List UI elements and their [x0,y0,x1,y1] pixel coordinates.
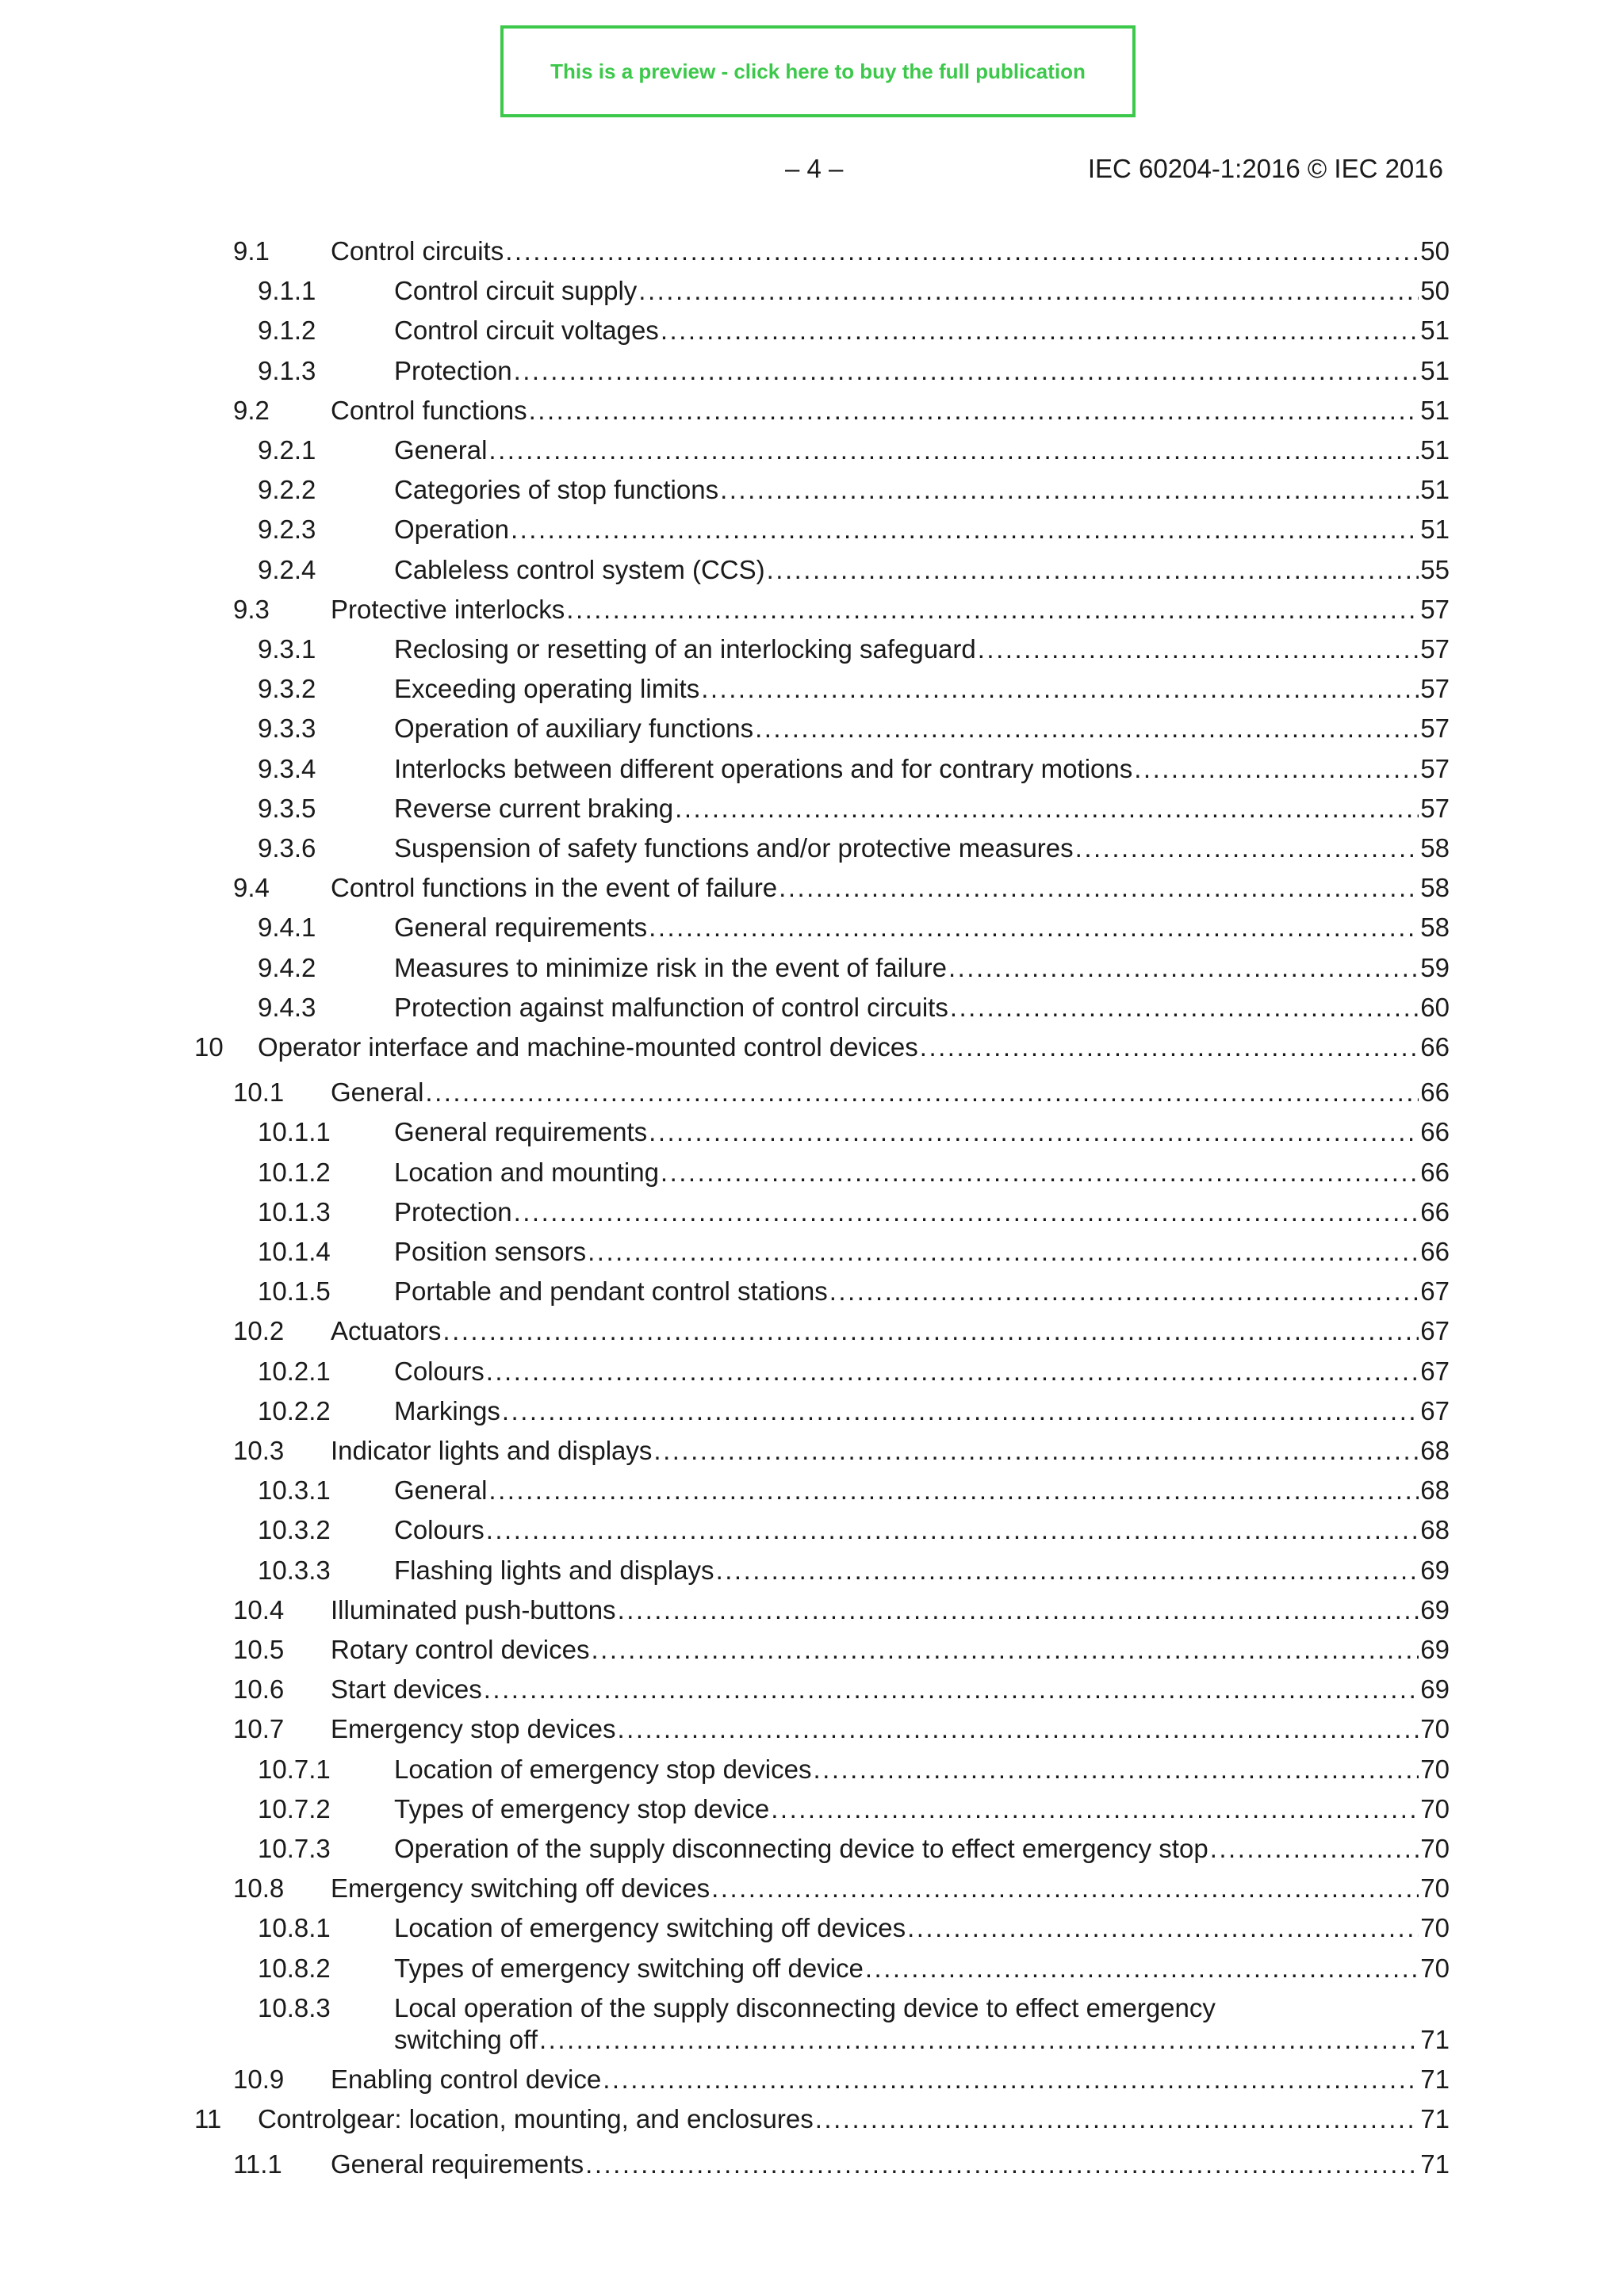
toc-entry-title: General requirements [394,913,648,942]
toc-entry-title: Reclosing or resetting of an interlocking safeguard [394,634,976,664]
dot-leader [950,988,1419,1027]
toc-entry-title: Control functions [331,396,527,425]
toc-entry[interactable] [0,1829,1624,1869]
toc-entry-title: Emergency switching off devices [331,1873,710,1903]
dot-leader [488,1471,1419,1510]
toc-entry-number: 10.7.3 [258,1834,331,1863]
toc-entry-title: Operation of the supply disconnecting device to effect emergency stop [394,1834,1208,1863]
toc-entry-number: 10.7.2 [258,1794,331,1823]
toc-entry-page: 51 [1420,316,1450,345]
dot-leader [1075,828,1419,868]
toc-entry-page: 70 [1420,1834,1450,1863]
toc-entry-title: Start devices [331,1674,482,1704]
toc-entry-title: General [331,1077,424,1107]
toc-entry-title: Controlgear: location, mounting, and enclosures [258,2104,814,2133]
toc-entry[interactable] [0,2060,1624,2099]
dot-leader [1210,1829,1419,1869]
toc-entry-page: 71 [1420,2149,1450,2179]
toc-entry-number: 9.3 [233,595,270,624]
toc-entry-number: 9.3.2 [258,674,316,703]
toc-entry[interactable] [0,1988,1624,2060]
toc-entry-title: Protection against malfunction of control circuits [394,993,948,1022]
toc-entry-number: 10.1.4 [258,1237,331,1266]
toc-entry-page: 57 [1420,714,1450,743]
toc-entry[interactable] [0,749,1624,789]
dot-leader [529,391,1419,430]
dot-leader [638,271,1419,311]
toc-entry-page: 58 [1420,913,1450,942]
dot-leader [720,470,1419,510]
dot-leader [502,1391,1419,1431]
dot-leader [566,590,1419,629]
toc-entry-page: 70 [1420,1755,1450,1784]
toc-entry-title: General requirements [331,2149,584,2179]
toc-entry-title: General requirements [394,1117,648,1146]
dot-leader [865,1949,1419,1988]
toc-entry-title: Control functions in the event of failure [331,873,778,902]
toc-entry-page: 66 [1420,1237,1450,1266]
toc-entry[interactable] [0,948,1624,988]
toc-entry-title: Location of emergency stop devices [394,1755,812,1784]
document-reference: IEC 60204-1:2016 © IEC 2016 [1087,154,1443,183]
toc-entry-page: 57 [1420,595,1450,624]
toc-entry-title-continued: switching off [394,2025,538,2054]
page-number: – 4 – [785,154,844,183]
toc-entry-page: 71 [1420,2104,1450,2133]
dot-leader [488,430,1419,470]
toc-entry-number: 9.3.3 [258,714,316,743]
toc-entry-title: Emergency stop devices [331,1714,616,1743]
toc-entry-title: Reverse current braking [394,794,674,823]
dot-leader [978,629,1419,669]
toc-entry[interactable] [0,510,1624,549]
toc-entry-number: 9.2.2 [258,475,316,504]
toc-entry-title: Control circuit voltages [394,316,659,345]
toc-entry-number: 11 [194,2104,222,2133]
toc-entry[interactable] [0,1311,1624,1351]
dot-leader [661,311,1419,350]
toc-entry-page: 70 [1420,1714,1450,1743]
dot-leader [755,709,1419,748]
toc-entry[interactable] [0,590,1624,629]
toc-entry-title: General [394,1475,488,1505]
dot-leader [661,1153,1419,1192]
toc-entry-number: 10.2 [233,1316,285,1345]
toc-entry-number: 10.1.3 [258,1197,331,1226]
toc-entry-page: 57 [1420,634,1450,664]
toc-entry[interactable] [0,2099,1624,2139]
toc-entry-number: 10.3.3 [258,1556,331,1585]
toc-entry-title: Protection [394,1197,512,1226]
dot-leader [716,1551,1419,1590]
toc-entry-title: Control circuits [331,236,504,266]
toc-entry-page: 68 [1420,1515,1450,1544]
toc-entry-number: 10.1.5 [258,1276,331,1306]
buy-full-publication-link[interactable]: This is a preview - click here to buy the full publication [500,25,1136,117]
toc-entry-title: Control circuit supply [394,276,638,305]
toc-entry-page: 57 [1420,794,1450,823]
toc-entry-title: Operation [394,515,509,544]
toc-entry[interactable] [0,1670,1624,1709]
toc-entry[interactable] [0,430,1624,470]
toc-entry-page: 51 [1420,515,1450,544]
toc-entry-page: 68 [1420,1436,1450,1465]
toc-entry[interactable] [0,2145,1624,2184]
toc-entry[interactable] [0,1192,1624,1232]
dot-leader [701,669,1419,709]
toc-entry-title: Colours [394,1357,485,1386]
dot-leader [618,1709,1419,1749]
toc-entry-title: Position sensors [394,1237,587,1266]
dot-leader [591,1630,1419,1670]
toc-entry-title: Operator interface and machine-mounted control devices [258,1032,918,1062]
dot-leader [539,2024,1419,2056]
toc-entry-number: 9.3.6 [258,833,316,863]
toc-entry-page: 67 [1420,1276,1450,1306]
dot-leader [829,1272,1419,1311]
dot-leader [649,908,1419,947]
toc-entry-title: Colours [394,1515,485,1544]
toc-entry-number: 10.9 [233,2064,285,2094]
dot-leader [920,1027,1419,1067]
toc-entry-number: 10.3.1 [258,1475,331,1505]
toc-entry-page: 50 [1420,236,1450,266]
dot-leader [907,1908,1419,1948]
dot-leader [588,1232,1419,1272]
toc-entry-page: 67 [1420,1316,1450,1345]
toc-entry-page: 66 [1420,1158,1450,1187]
toc-entry-number: 10.3 [233,1436,285,1465]
toc-entry[interactable] [0,1510,1624,1550]
toc-entry-title: Types of emergency stop device [394,1794,770,1823]
dot-leader [815,2099,1419,2139]
toc-entry-title: General [394,435,488,465]
toc-entry-number: 11.1 [233,2149,282,2179]
toc-entry-title: Rotary control devices [331,1635,590,1664]
toc-entry-number: 10.8 [233,1873,285,1903]
toc-entry-page: 57 [1420,754,1450,783]
toc-entry[interactable] [0,1471,1624,1510]
toc-entry-page: 51 [1420,396,1450,425]
toc-entry-number: 10.5 [233,1635,285,1664]
toc-entry[interactable] [0,1949,1624,1988]
toc-entry-page: 69 [1420,1556,1450,1585]
toc-entry-number: 10.4 [233,1595,285,1624]
toc-entry[interactable] [0,1153,1624,1192]
dot-leader [771,1789,1419,1829]
dot-leader [514,1192,1419,1232]
toc-entry[interactable] [0,232,1624,271]
toc-entry[interactable] [0,391,1624,430]
toc-entry-page: 60 [1420,993,1450,1022]
toc-entry-title: Exceeding operating limits [394,674,700,703]
toc-entry[interactable] [0,1073,1624,1112]
toc-entry[interactable] [0,1232,1624,1272]
toc-entry[interactable] [0,789,1624,828]
toc-entry-number: 9.2.3 [258,515,316,544]
toc-entry-number: 9.3.5 [258,794,316,823]
toc-entry-number: 9.1.1 [258,276,316,305]
toc-entry[interactable] [0,1027,1624,1067]
toc-entry-number: 10.6 [233,1674,285,1704]
toc-entry-number: 10.7.1 [258,1755,331,1784]
toc-entry[interactable] [0,351,1624,391]
toc-entry-page: 70 [1420,1873,1450,1903]
toc-entry-page: 68 [1420,1475,1450,1505]
toc-entry[interactable] [0,1391,1624,1431]
toc-entry[interactable] [0,868,1624,908]
toc-entry-page: 66 [1420,1197,1450,1226]
dot-leader [675,789,1419,828]
toc-entry-number: 9.1.2 [258,316,316,345]
toc-entry-title: Indicator lights and displays [331,1436,653,1465]
toc-entry-title: Types of emergency switching off device [394,1954,864,1983]
toc-entry[interactable] [0,1431,1624,1471]
toc-entry-number: 9.2.1 [258,435,316,465]
toc-entry-page: 69 [1420,1595,1450,1624]
dot-leader [779,868,1419,908]
toc-entry[interactable] [0,1352,1624,1391]
toc-entry-page: 70 [1420,1794,1450,1823]
dot-leader [813,1750,1419,1789]
toc-entry-wrapped [394,1992,1450,2056]
dot-leader [1134,749,1419,789]
toc-entry-page: 55 [1420,555,1450,584]
toc-entry-number: 9.2 [233,396,270,425]
toc-entry-page: 58 [1420,873,1450,902]
toc-entry-number: 9.1 [233,236,270,266]
toc-entry[interactable] [0,271,1624,311]
toc-entry-title: Markings [394,1396,500,1425]
dot-leader [425,1073,1419,1112]
toc-entry[interactable] [0,709,1624,748]
toc-entry-number: 10.3.2 [258,1515,331,1544]
toc-entry-page: 51 [1420,435,1450,465]
toc-entry-number: 9.1.3 [258,356,316,385]
toc-entry-title: Protective interlocks [331,595,565,624]
toc-entry-number: 10.1 [233,1077,285,1107]
toc-entry[interactable] [0,311,1624,350]
toc-entry-page: 69 [1420,1674,1450,1704]
toc-entry-page: 59 [1420,953,1450,982]
toc-entry-number: 9.4.3 [258,993,316,1022]
dot-leader [484,1670,1419,1709]
toc-entry[interactable] [0,1789,1624,1829]
toc-entry[interactable] [0,1272,1624,1311]
toc-entry-title: Illuminated push-buttons [331,1595,616,1624]
toc-entry-title: Location of emergency switching off devices [394,1913,906,1942]
toc-entry[interactable] [0,1869,1624,1908]
toc-entry-number: 9.4.2 [258,953,316,982]
toc-entry-title: Cableless control system (CCS) [394,555,765,584]
toc-entry[interactable] [0,988,1624,1027]
dot-leader [486,1352,1419,1391]
toc-entry[interactable] [0,669,1624,709]
dot-leader [653,1431,1419,1471]
toc-entry-title: Categories of stop functions [394,475,719,504]
toc-entry[interactable] [0,1709,1624,1749]
dot-leader [486,1510,1419,1550]
toc-entry-number: 9.2.4 [258,555,316,584]
toc-entry-number: 10 [194,1032,224,1062]
toc-entry-page: 70 [1420,1913,1450,1942]
toc-entry-page: 66 [1420,1117,1450,1146]
toc-entry-number: 10.8.1 [258,1913,331,1942]
dot-leader [514,351,1419,391]
dot-leader [948,948,1419,988]
dot-leader [649,1112,1419,1152]
toc-entry[interactable] [0,1112,1624,1152]
toc-entry-title: Local operation of the supply disconnecting device to effect emergency [394,1993,1216,2022]
toc-entry-number: 9.4 [233,873,270,902]
toc-entry-title: Interlocks between different operations and for contrary motions [394,754,1133,783]
toc-entry-number: 9.4.1 [258,913,316,942]
toc-entry-title: Actuators [331,1316,442,1345]
toc-entry-title: Measures to minimize risk in the event of failure [394,953,947,982]
toc-entry-title: Portable and pendant control stations [394,1276,828,1306]
toc-entry-page: 50 [1420,276,1450,305]
toc-entry-page: 66 [1420,1032,1450,1062]
dot-leader [618,1590,1419,1630]
toc-entry[interactable] [0,1750,1624,1789]
toc-entry-title: Protection [394,356,512,385]
toc-entry-number: 9.3.1 [258,634,316,664]
toc-entry[interactable] [0,1908,1624,1948]
toc-entry-page: 67 [1420,1357,1450,1386]
dot-leader [511,510,1419,549]
toc-entry-number: 10.2.1 [258,1357,331,1386]
toc-entry-title: Location and mounting [394,1158,659,1187]
toc-entry-page: 71 [1420,2064,1450,2094]
toc-entry-number: 10.8.2 [258,1954,331,1983]
toc-entry-page: 51 [1420,475,1450,504]
toc-entry-title: Operation of auxiliary functions [394,714,754,743]
toc-entry-number: 10.7 [233,1714,285,1743]
toc-entry[interactable] [0,908,1624,947]
toc-entry-page: 70 [1420,1954,1450,1983]
toc-entry[interactable] [0,828,1624,868]
toc-entry[interactable] [0,1590,1624,1630]
toc-entry-title: Suspension of safety functions and/or protective measures [394,833,1074,863]
toc-entry-number: 10.1.1 [258,1117,331,1146]
dot-leader [767,550,1419,590]
toc-entry-title: Enabling control device [331,2064,602,2094]
toc-entry[interactable] [0,629,1624,669]
dot-leader [711,1869,1419,1908]
dot-leader [442,1311,1419,1351]
toc-entry[interactable] [0,550,1624,590]
toc-entry-page: 67 [1420,1396,1450,1425]
toc-entry-page: 58 [1420,833,1450,863]
toc-entry-page: 51 [1420,356,1450,385]
toc-entry-page: 71 [1420,2025,1450,2054]
toc-entry-number: 9.3.4 [258,754,316,783]
dot-leader [603,2060,1419,2099]
toc-entry[interactable] [0,470,1624,510]
toc-entry-number: 10.8.3 [258,1993,331,2022]
toc-entry[interactable] [0,1551,1624,1590]
toc-entry-title: Flashing lights and displays [394,1556,714,1585]
dot-leader [585,2145,1419,2184]
toc-entry-page: 57 [1420,674,1450,703]
toc-entry-number: 10.2.2 [258,1396,331,1425]
dot-leader [505,232,1419,271]
toc-entry[interactable] [0,1630,1624,1670]
toc-entry-number: 10.1.2 [258,1158,331,1187]
toc-entry-page: 66 [1420,1077,1450,1107]
toc-entry-page: 69 [1420,1635,1450,1664]
